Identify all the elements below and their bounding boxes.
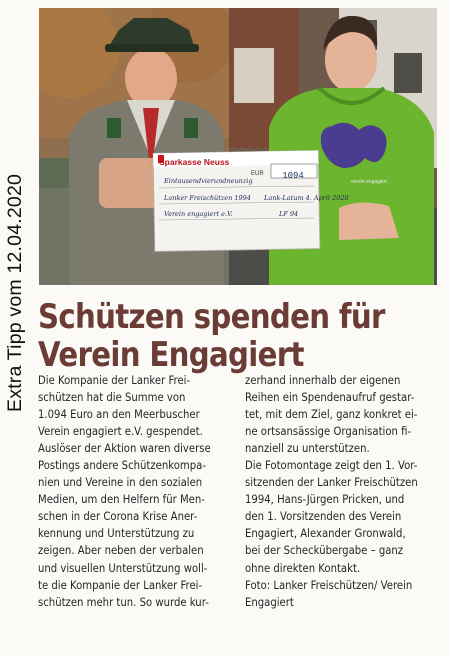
cheque-currency: EUR bbox=[251, 171, 264, 177]
body-line: kennung und Unterstützung zu bbox=[38, 526, 195, 541]
body-line: Medien, um den Helfern für Men- bbox=[38, 492, 205, 507]
body-line: schen in der Corona Krise Aner- bbox=[38, 509, 198, 524]
body-line: nanziell zu unterstützen. bbox=[245, 441, 370, 456]
body-line: bei der Scheckübergabe – ganz bbox=[245, 543, 404, 558]
body-line: Engagiert, Alexander Gronwald, bbox=[245, 526, 406, 541]
body-line: Postings andere Schützenkompa- bbox=[38, 458, 206, 473]
article-headline bbox=[38, 297, 385, 375]
article-body-right-column bbox=[245, 372, 441, 611]
headline-line: Verein Engagiert bbox=[38, 335, 304, 375]
body-line: den 1. Vorsitzenden des Verein bbox=[245, 509, 402, 524]
cheque-amount: 1094 bbox=[282, 171, 304, 181]
cheque-bank-name: Sparkasse Neuss bbox=[159, 157, 230, 167]
body-line: te die Kompanie der Lanker Frei- bbox=[38, 577, 203, 592]
body-line: und visuellen Unterstützung woll- bbox=[38, 560, 208, 575]
cheque-payer: Lanker Freischützen 1994 bbox=[164, 194, 251, 202]
cheque-signature-code: LF 94 bbox=[279, 210, 299, 218]
shirt-print: verein engagiert bbox=[351, 179, 387, 185]
body-line: 1.094 Euro an den Meerbuscher bbox=[38, 407, 200, 422]
body-line: Die Fotomontage zeigt den 1. Vor- bbox=[245, 458, 418, 473]
body-line: zeigen. Aber neben der verbalen bbox=[38, 543, 204, 558]
body-line: 1994, Hans-Jürgen Pricken, und bbox=[245, 492, 405, 507]
body-line: schützen hat die Summe von bbox=[38, 390, 186, 405]
body-line: nien und Vereine in den sozialen bbox=[38, 475, 203, 490]
body-line: ne ortsansässige Organisation fi- bbox=[245, 424, 412, 439]
article-photo bbox=[39, 8, 437, 285]
cheque-payee: Verein engagiert e.V. bbox=[164, 210, 233, 218]
body-line: sitzenden der Lanker Freischützen bbox=[245, 475, 418, 490]
cheque-place-date: Lank-Latum 4. April 2020 bbox=[264, 194, 349, 202]
photo-illustration bbox=[39, 8, 437, 285]
headline-line: Schützen spenden für bbox=[38, 297, 385, 337]
body-line: Auslöser der Aktion waren diverse bbox=[38, 441, 211, 456]
body-line: zerhand innerhalb der eigenen bbox=[245, 373, 401, 387]
body-line: schützen mehr tun. So wurde kur- bbox=[38, 594, 209, 609]
body-line: ohne direkten Kontakt. bbox=[245, 560, 361, 575]
body-line: Verein engagiert e.V. gespendet. bbox=[38, 424, 203, 439]
body-line: Reihen ein Spendenaufruf gestar- bbox=[245, 390, 415, 405]
source-caption bbox=[4, 173, 30, 412]
cheque-amount-words: Eintausendvierundneunzig bbox=[164, 177, 253, 185]
photo-credit: Foto: Lanker Freischützen/ Verein bbox=[245, 577, 413, 592]
body-line: tet, mit dem Ziel, ganz konkret ei- bbox=[245, 407, 418, 422]
photo-credit: Engagiert bbox=[245, 594, 294, 609]
source-caption-text: Extra Tipp vom 12.04.2020 bbox=[4, 173, 26, 412]
article-body-left-column bbox=[38, 372, 234, 611]
body-line: Die Kompanie der Lanker Frei- bbox=[38, 373, 191, 387]
